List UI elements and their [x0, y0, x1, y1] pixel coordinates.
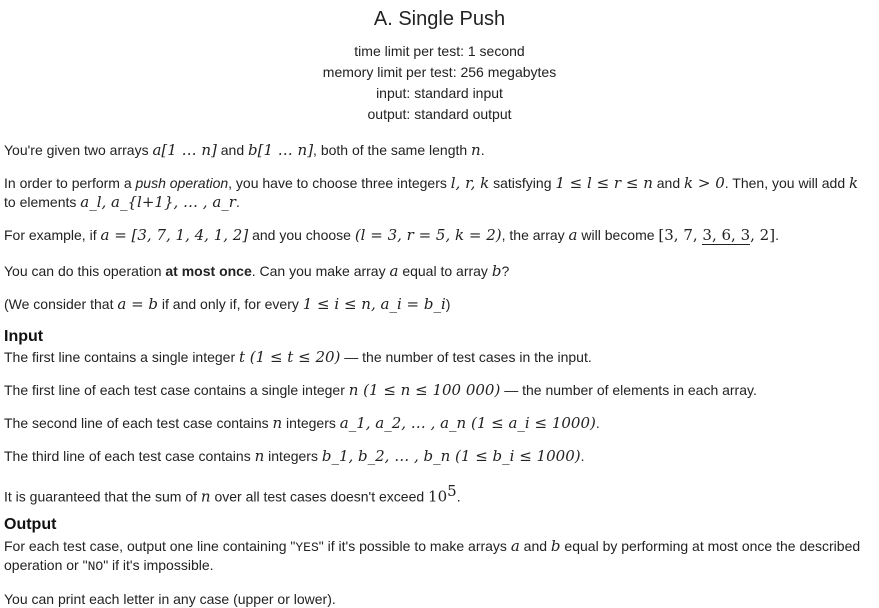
output-spec: output: standard output [367, 106, 512, 122]
text: — the number of elements in each array. [500, 382, 757, 398]
problem-title: A. Single Push [373, 8, 506, 30]
math: a_1, a_2, … , a_n (1 ≤ a_i ≤ 1000) [339, 414, 596, 432]
input-heading: Input [4, 328, 44, 345]
text: For example, if [4, 227, 101, 243]
code-yes: YES [295, 540, 319, 555]
text: The second line of each test case contains [4, 415, 273, 431]
math: a = [3, 7, 1, 4, 1, 2] [100, 226, 249, 244]
text: — the number of test cases in the input. [340, 349, 592, 365]
math: 1 ≤ l ≤ r ≤ n [555, 174, 653, 192]
output-line-2 [4, 557, 214, 574]
math: a [389, 262, 399, 280]
text: " if it's impossible. [103, 557, 214, 573]
math: (l = 3, r = 5, k = 2) [354, 226, 502, 244]
text: ? [501, 263, 510, 279]
text: and [216, 142, 248, 158]
math: t (1 ≤ t ≤ 20) [239, 348, 341, 366]
math: b_1, b_2, … , b_n (1 ≤ b_i ≤ 1000) [321, 447, 581, 465]
push-term: push operation [135, 175, 229, 191]
input-line-4 [4, 447, 584, 465]
text: , you have to choose three integers [228, 175, 451, 191]
text: . [580, 448, 585, 464]
math: n (1 ≤ n ≤ 100 000) [348, 381, 501, 399]
math: b [491, 262, 502, 280]
input-line-3 [4, 414, 600, 432]
text: equal by performing at most once the described [560, 538, 861, 554]
text: . [775, 227, 779, 243]
text: . [235, 194, 240, 210]
text: integers [282, 415, 340, 431]
text: and you choose [248, 227, 355, 243]
input-line-5 [4, 482, 461, 506]
math: 1 ≤ i ≤ n, a_i = b_i [302, 295, 446, 313]
text: . [480, 142, 485, 158]
text: . [456, 488, 461, 505]
text: , both of the same length [313, 142, 472, 158]
statement-p5 [4, 295, 450, 313]
math: b [550, 537, 561, 555]
text: You can do this operation [4, 263, 166, 279]
text: You're given two arrays [4, 142, 153, 158]
text: The first line contains a single integer [4, 349, 240, 365]
statement-p3 [4, 226, 779, 244]
text: " if it's possible to make arrays [318, 538, 511, 554]
input-line-1 [4, 348, 592, 366]
time-limit: time limit per test: 1 second [354, 43, 525, 59]
math: [3, 7, [658, 226, 703, 244]
input-line-2 [4, 381, 757, 399]
math: l, r, k [450, 174, 490, 192]
text: , the array [501, 227, 569, 243]
statement-p4 [4, 262, 509, 280]
memory-limit: memory limit per test: 256 megabytes [322, 64, 557, 80]
output-heading: Output [4, 516, 57, 533]
text: to elements [4, 194, 81, 210]
text: and [519, 538, 551, 554]
text: equal to array [398, 263, 492, 279]
output-line-3: You can print each letter in any case (upper or lower). [4, 591, 336, 607]
input-spec: input: standard input [376, 85, 503, 101]
math: n [471, 141, 481, 159]
statement-p2-line2 [4, 193, 240, 211]
output-line-1 [4, 537, 860, 555]
text: For each test case, output one line containing " [4, 538, 296, 554]
math: a_l, a_{l+1}, … , a_r [80, 193, 236, 211]
text: will become [577, 227, 659, 243]
text: The third line of each test case contains [4, 448, 255, 464]
text: and [652, 175, 685, 191]
math-underlined: 3, 6, 3 [702, 226, 751, 244]
text: . [595, 415, 600, 431]
math: , 2] [750, 226, 776, 244]
math: a[1 … n] [152, 141, 217, 159]
text: In order to perform a [4, 175, 136, 191]
math-superscript: 5 [447, 482, 457, 500]
math: b[1 … n] [248, 141, 314, 159]
math: k [849, 174, 859, 192]
math: n [254, 447, 265, 465]
text: integers [264, 448, 322, 464]
math: k > 0 [684, 174, 725, 192]
math: n [272, 414, 283, 432]
math: a = b [117, 295, 159, 313]
text: operation or " [4, 557, 88, 573]
math: a [510, 537, 520, 555]
math: 10 [428, 487, 448, 506]
text: . Then, you will add [724, 175, 850, 191]
math: a [568, 226, 578, 244]
code-no: NO [87, 559, 104, 574]
text: . Can you make array [251, 263, 390, 279]
text: over all test cases doesn't exceed [210, 488, 429, 505]
statement-p2-line1 [4, 174, 858, 192]
text: The first line of each test case contains a single integer [4, 382, 349, 398]
text: satisfying [489, 175, 556, 191]
statement-p1 [4, 141, 485, 159]
text: (We consider that [4, 296, 118, 312]
bold-text: at most once [165, 263, 252, 279]
text: if and only if, for every [158, 296, 303, 312]
math: n [200, 487, 211, 506]
text: ) [445, 296, 451, 312]
text: It is guaranteed that the sum of [4, 488, 201, 505]
